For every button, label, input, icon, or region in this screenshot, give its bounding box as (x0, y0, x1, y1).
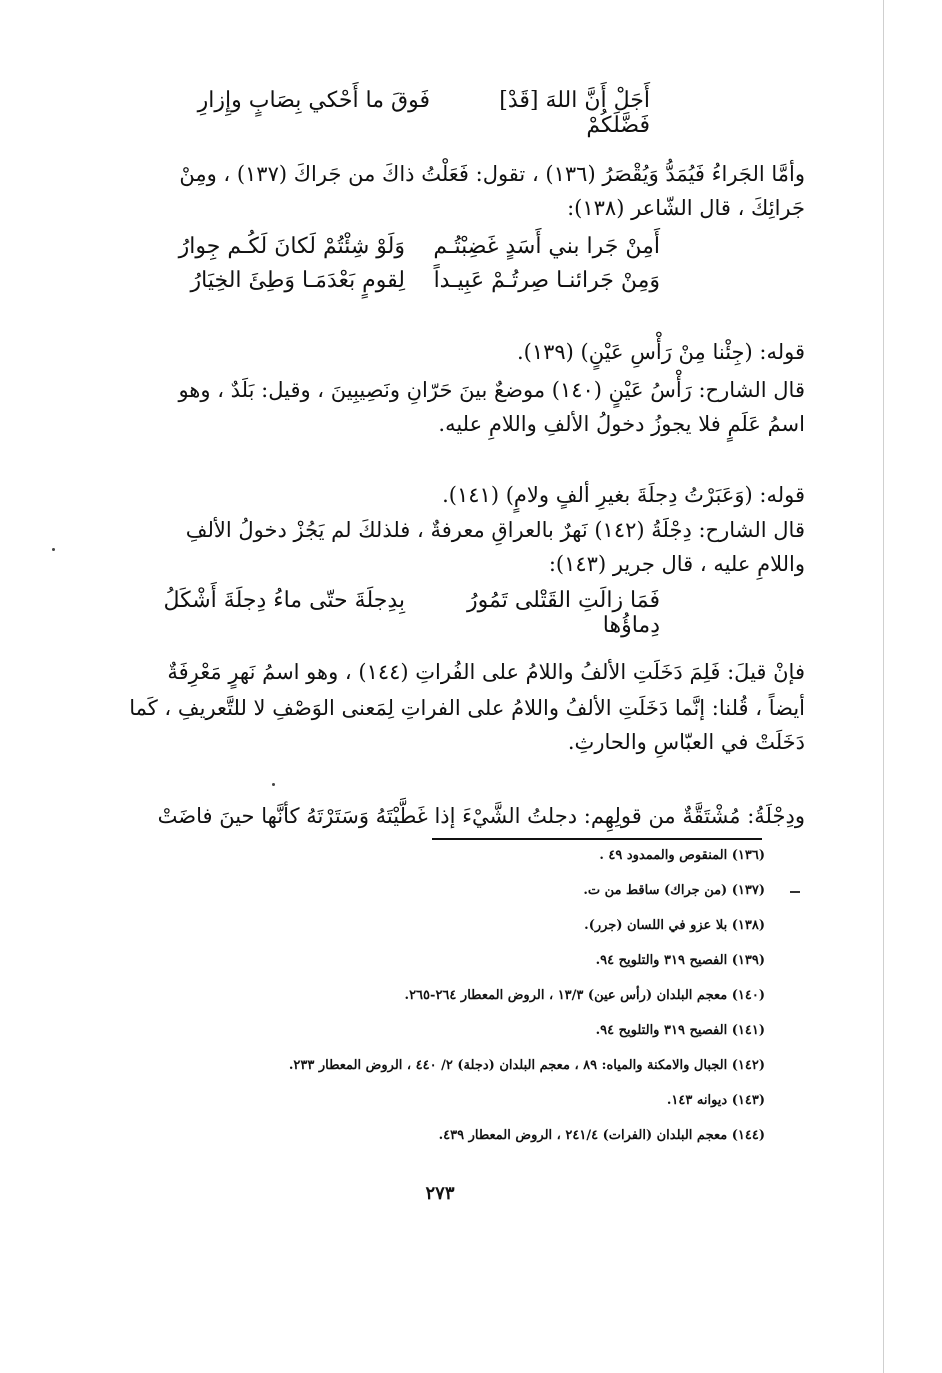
para-4-line-2: أيضاً ، قُلنا: إنَّما دَخَلَتِ الألفُ واللامُ على الفراتِ لِمَعنى الوَصْفِ لا للتَّعريفِ ، كَما (129, 696, 805, 720)
margin-dash (790, 891, 800, 893)
footnote-141: (١٤١) الفصيح ٣١٩ والتلويح ٩٤. (595, 1023, 765, 1038)
footnote-separator (432, 838, 762, 840)
verse-1-hemistich-2: فَوقَ ما أَحْكي بِصَابٍ وإِزارِ (197, 88, 430, 113)
footnote-138: (١٣٨) بلا عزو في اللسان (جرر). (584, 918, 765, 933)
para-1-line-2: جَرائِكَ ، قال الشّاعر (١٣٨): (567, 196, 805, 220)
page-number: ٢٧٣ (425, 1183, 455, 1204)
verse-3-hemistich-1: فَمَا زالَتِ القَتْلى تَمُورُ دِماؤُها (467, 588, 660, 638)
para-2-line-1: قوله: (جِئْنا مِنْ رَأْسِ عَيْنٍ) (١٣٩). (516, 340, 805, 364)
footnote-143: (١٤٣) ديوانه ١٤٣. (666, 1093, 765, 1108)
footnote-136: (١٣٦) المنقوص والممدود ٤٩ . (599, 848, 765, 863)
footnote-137: (١٣٧) (من جراك) ساقط من ت. (583, 883, 765, 898)
stray-mark (272, 783, 275, 786)
para-2-line-3: اسمُ عَلَمٍ فلا يجوزُ دخولُ الألفِ واللامِ عليه. (438, 412, 805, 436)
footnote-139: (١٣٩) الفصيح ٣١٩ والتلويح ٩٤. (595, 953, 765, 968)
para-5-line-1: ودِجْلَةُ: مُشْتَقَّةٌ من قولِهِم: دجلتُ الشَّيْءَ إذا غَطَّيْتَهُ وَسَتَرْتَهُ كأنَّها حينَ فاضَتْ (157, 804, 805, 828)
verse-2-line-1 (160, 234, 660, 259)
para-1-line-1: وأمَّا الجَراءُ فَيُمَدُّ وَيُقْصَرُ (١٣٦) ، تقول: فَعَلْتُ ذاكَ من جَراكَ (١٣٧) ، ومِنْ (179, 162, 805, 186)
margin-speck (52, 548, 55, 551)
para-4-line-3: دَخَلَتْ في العبّاسِ والحارثِ. (567, 730, 805, 754)
footnote-142: (١٤٢) الجبال والامكنة والمياه: ٨٩ ، معجم البلدان (دجلة) ٢/ ٤٤٠ ، الروض المعطار ٢٣٣. (288, 1058, 765, 1073)
para-2-line-2: قال الشارح: رَأْسُ عَيْنٍ (١٤٠) موضعٌ بينَ حَرّانِ ونَصِيبِينَ ، وقيل: بَلَدٌ ، وهو (178, 378, 805, 402)
footnote-140: (١٤٠) معجم البلدان (رأس عين) ١٣/٣ ، الروض المعطار ٢٦٤-٢٦٥. (404, 988, 765, 1003)
verse-3 (155, 588, 660, 638)
verse-1 (170, 88, 650, 138)
para-4-line-1: فإنْ قيلَ: فَلِمَ دَخَلَتِ الألفُ واللامُ على الفُراتِ (١٤٤) ، وهو اسمُ نَهرٍ مَعْرِفَةٌ (167, 660, 805, 684)
verse-1-hemistich-1: أَجَلْ أَنَّ اللهَ [قَدْ] فَضَّلَكُمْ (499, 88, 650, 138)
para-3-line-1: قوله: (وَعَبَرْتُ دِجلَةَ بغيرِ ألفٍ ولامٍ) (١٤١). (442, 483, 805, 507)
para-3-line-2: قال الشارح: دِجْلَةُ (١٤٢) نَهرٌ بالعراقِ معرفةٌ ، فلذلكَ لم يَجُزْ دخولُ الألفِ (185, 518, 805, 542)
verse-2-line-1-hemistich-2: وَلَوْ شِئْتُمْ لَكانَ لَكُـم جِوارُ (178, 234, 405, 259)
verse-2-line-2 (160, 268, 660, 293)
footnote-144: (١٤٤) معجم البلدان (الفرات) ٢٤١/٤ ، الروض المعطار ٤٣٩. (438, 1128, 765, 1143)
verse-2-line-1-hemistich-1: أَمِنْ جَرا بني أَسَدٍ غَضِبْتُـم (433, 234, 660, 259)
page-edge-line (883, 0, 884, 1373)
verse-2-line-2-hemistich-2: لِقومٍ بَعْدَمَـا وَطِئَ الخِيَارُ (190, 268, 405, 293)
verse-2-line-2-hemistich-1: وَمِنْ جَرائنـا صِرتُـمْ عَبِيـداً (433, 268, 660, 293)
para-3-line-3: واللامِ عليه ، قال جرير (١٤٣): (548, 552, 805, 576)
verse-3-hemistich-2: بِدِجلَةَ حتّى ماءُ دِجلَةَ أَشْكَلُ (163, 588, 405, 613)
